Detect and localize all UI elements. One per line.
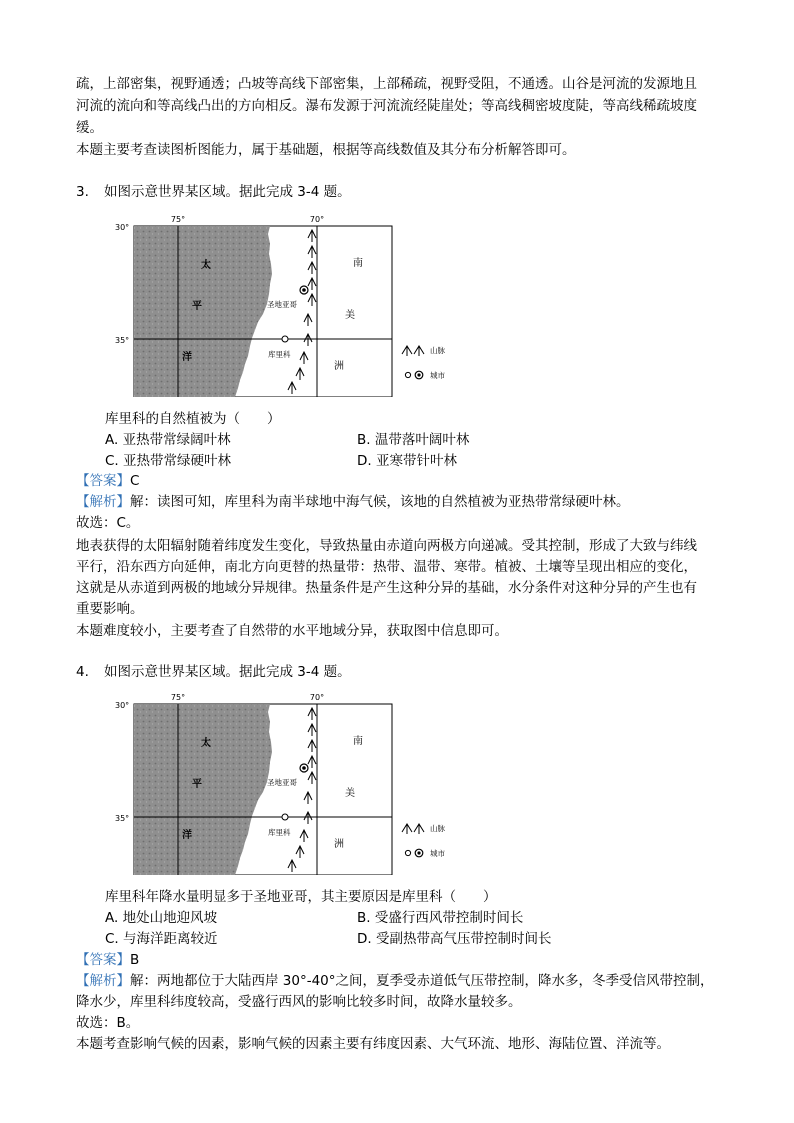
land-label-char-3: 洲 xyxy=(334,361,344,372)
longitude-label-left: 75° xyxy=(170,693,186,702)
question-3-text: 库里科的自然植被为（ ） xyxy=(105,411,281,427)
q4-summary: 本题考查影响气候的因素，影响气候的因素主要有纬度因素、大气环流、地形、海陆位置、洋流等。 xyxy=(76,1036,670,1052)
q3-explain-line-4: 重要影响。 xyxy=(76,601,144,617)
legend-mountain-icon xyxy=(402,346,424,356)
legend-mountain-icon xyxy=(402,824,424,834)
longitude-label-right: 70° xyxy=(309,215,325,224)
land-label-char-2: 美 xyxy=(345,310,355,321)
city-label-santiago: 圣地亚哥 xyxy=(267,778,297,787)
analysis-text: 解：两地都位于大陆西岸 30°-40°之间，夏季受赤道低气压带控制，降水多，冬季受信风带控制， xyxy=(130,973,714,989)
longitude-label-left: 75° xyxy=(170,215,186,224)
ocean-label-char-2: 平 xyxy=(192,301,202,312)
land-label-char-3: 洲 xyxy=(334,839,344,850)
q4-answer xyxy=(76,950,726,972)
city-label-curico: 库里科 xyxy=(268,350,291,359)
ocean-label-char-3: 洋 xyxy=(182,352,192,363)
answer-value: B xyxy=(130,952,140,968)
q3-explain-line-2: 平行，沿东西方向延伸，南北方向更替的热量带：热带、温带、寒带。植被、土壤等呈现出相应的变化， xyxy=(76,559,697,575)
legend-city-icon xyxy=(405,372,410,377)
legend-mountain-label: 山脉 xyxy=(430,824,445,833)
latitude-label-top: 30° xyxy=(115,701,130,710)
q3-option-d: D. 亚寒带针叶林 xyxy=(357,453,457,469)
question-stem: 如图示意世界某区域。据此完成 3-4 题。 xyxy=(104,664,351,680)
curico-city-marker xyxy=(282,336,288,342)
question-4-text: 库里科年降水量明显多于圣地亚哥，其主要原因是库里科（ ） xyxy=(105,889,497,905)
latitude-label-top: 30° xyxy=(115,223,130,232)
q4-option-d: D. 受副热带高气压带控制时间长 xyxy=(357,931,552,947)
question-3-header xyxy=(76,182,351,203)
q4-analysis-line-2: 降水少，库里科纬度较高，受盛行西风的影响比较多时间，故降水量较多。 xyxy=(76,994,522,1010)
land-label-char-1: 南 xyxy=(353,736,363,747)
q4-option-c: C. 与海洋距离较近 xyxy=(105,931,218,947)
q4-analysis xyxy=(76,971,726,993)
ocean-label-char-1: 太 xyxy=(201,260,211,271)
intro-summary: 本题主要考查读图析图能力，属于基础题，根据等高线数值及其分布分析解答即可。 xyxy=(76,142,576,158)
answer-tag: 【答案】 xyxy=(76,952,130,968)
question-4-header xyxy=(76,662,351,683)
ocean-label-char-1: 太 xyxy=(201,738,211,749)
q3-summary: 本题难度较小，主要考查了自然带的水平地域分异，获取图中信息即可。 xyxy=(76,623,508,639)
city-label-curico: 库里科 xyxy=(268,828,291,837)
legend-city-icon xyxy=(405,850,410,855)
analysis-text: 解：读图可知，库里科为南半球地中海气候，该地的自然植被为亚热带常绿硬叶林。 xyxy=(130,494,630,510)
q3-choice: 故选：C。 xyxy=(76,515,140,531)
ocean-label-char-3: 洋 xyxy=(182,830,192,841)
analysis-tag: 【解析】 xyxy=(76,973,130,989)
q3-option-a: A. 亚热带常绿阔叶林 xyxy=(105,432,231,448)
q4-option-b: B. 受盛行西风带控制时间长 xyxy=(357,910,524,926)
q3-option-c: C. 亚热带常绿硬叶林 xyxy=(105,453,232,469)
q4-choice: 故选：B。 xyxy=(76,1015,140,1031)
answer-tag: 【答案】 xyxy=(76,473,130,489)
intro-line-1: 疏，上部密集，视野通透；凸坡等高线下部密集，上部稀疏，视野受阻，不通透。山谷是河流的发源地且 xyxy=(76,76,697,92)
world-region-map xyxy=(112,212,452,397)
q3-explain-line-3: 这就是从赤道到两极的地域分异规律。热量条件是产生这种分异的基础，水分条件对这种分异的产生也有 xyxy=(76,580,697,596)
q3-answer xyxy=(76,471,726,493)
legend-mountain-label: 山脉 xyxy=(430,346,445,355)
land-label-char-2: 美 xyxy=(345,788,355,799)
curico-city-marker xyxy=(282,814,288,820)
question-number: 4. xyxy=(76,664,89,680)
q3-option-b: B. 温带落叶阔叶林 xyxy=(357,432,470,448)
question-number: 3. xyxy=(76,184,89,200)
longitude-label-right: 70° xyxy=(309,693,325,702)
q3-explain-line-1: 地表获得的太阳辐射随着纬度发生变化，导致热量由赤道向两极方向递减。受其控制，形成了大致与纬线 xyxy=(76,538,697,554)
world-region-map-repeat xyxy=(112,690,452,875)
ocean-label-char-2: 平 xyxy=(192,779,202,790)
intro-line-3: 缓。 xyxy=(76,120,103,136)
q3-analysis xyxy=(76,492,726,514)
city-label-santiago: 圣地亚哥 xyxy=(267,300,297,309)
intro-line-2: 河流的流向和等高线凸出的方向相反。瀑布发源于河流流经陡崖处；等高线稠密坡度陡，等高线稀疏坡度 xyxy=(76,98,697,114)
q4-option-a: A. 地处山地迎风坡 xyxy=(105,910,218,926)
question-stem: 如图示意世界某区域。据此完成 3-4 题。 xyxy=(104,184,351,200)
legend-city-label: 城市 xyxy=(430,849,445,858)
answer-value: C xyxy=(130,473,140,489)
latitude-label-bottom: 35° xyxy=(115,814,130,823)
land-label-char-1: 南 xyxy=(353,258,363,269)
analysis-tag: 【解析】 xyxy=(76,494,130,510)
legend-city-label: 城市 xyxy=(430,371,445,380)
latitude-label-bottom: 35° xyxy=(115,336,130,345)
